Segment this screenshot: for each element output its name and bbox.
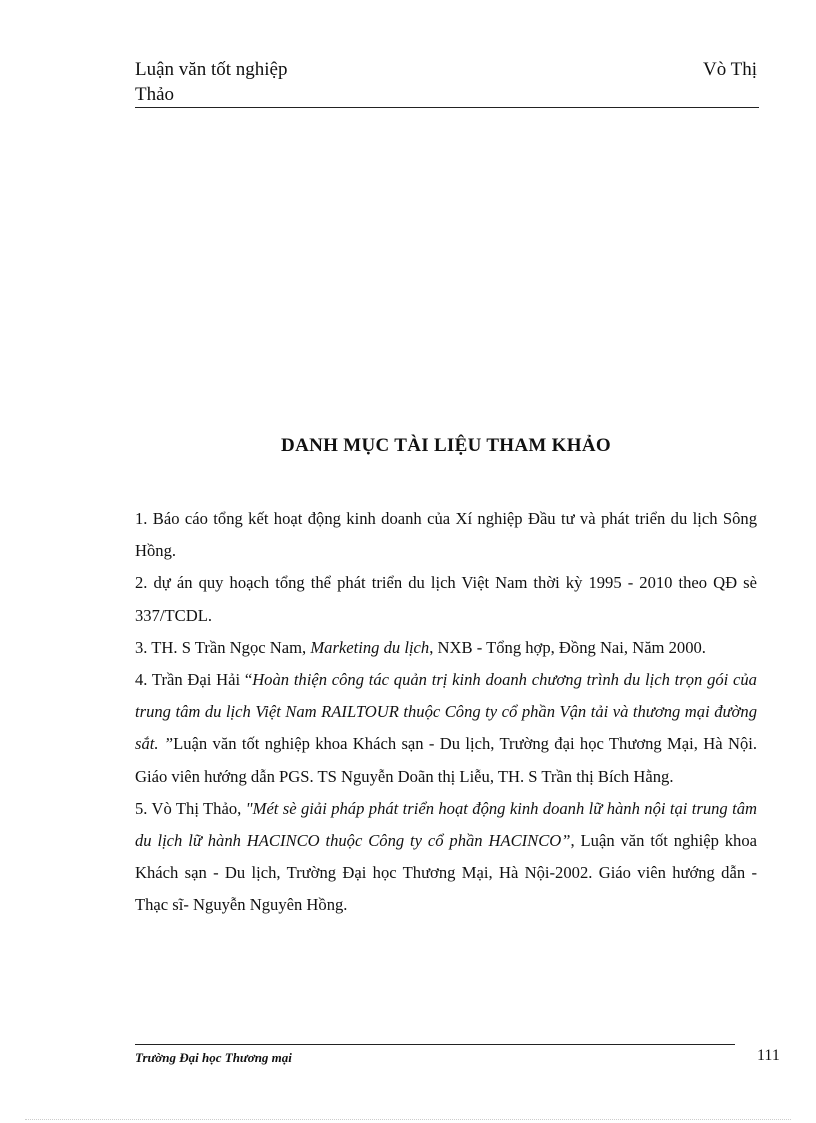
page-bottom-edge: [25, 1119, 791, 1120]
reference-3-suffix: , NXB - Tổng hợp, Đồng Nai, Năm 2000.: [429, 637, 706, 657]
header-divider: [135, 107, 759, 108]
page-title: DANH MỤC TÀI LIỆU THAM KHẢO: [281, 435, 611, 456]
reference-item-5: [135, 793, 757, 922]
reference-item-1: 1. Báo cáo tổng kết hoạt động kinh doanh của Xí nghiệp Đầu tư và phát triển du lịch Sông Hồng.: [135, 509, 757, 561]
reference-3-title: Marketing du lịch: [310, 637, 430, 657]
header-author-name: Vò Thị: [702, 59, 757, 80]
reference-4-prefix: 4. Trần Đại Hải “: [135, 670, 253, 690]
reference-list: [135, 503, 757, 922]
page-number: 111: [757, 1047, 780, 1064]
reference-5-title: "Mét sè giải pháp phát triển hoạt động kinh doanh lữ hành nội tại trung tâm du lịch lữ hành HACINCO thuộc Công ty cổ phần HACINCO”: [135, 798, 757, 851]
reference-item-4: [135, 664, 757, 793]
reference-3-prefix: 3. TH. S Trần Ngọc Nam,: [135, 637, 311, 657]
reference-item-2: 2. dự án quy hoạch tổng thể phát triển du lịch Việt Nam thời kỳ 1995 - 2010 theo QĐ sè 337/TCDL.: [135, 573, 757, 625]
reference-4-title: Hoàn thiện công tác quản trị kinh doanh chương trình du lịch trọn gói của trung tâm du lịch Việt Nam RAILTOUR thuộc Công ty cổ phần Vận tải và thương mại đường sắt. ”: [135, 670, 757, 754]
footer-divider: [135, 1044, 735, 1045]
reference-item-3: [135, 632, 757, 664]
header-author-name-continued: Thảo: [135, 84, 175, 105]
footer-school-name: Trường Đại học Thương mại: [135, 1050, 292, 1065]
reference-5-suffix: , Luận văn tốt nghiệp khoa Khách sạn - Du lịch, Trường Đại học Thương Mại, Hà Nội-2002. Giáo viên hướng dẫn - Thạc sĩ- Nguyễn Nguyên Hồng.: [135, 831, 757, 915]
reference-4-suffix: Luận văn tốt nghiệp khoa Khách sạn - Du lịch, Trường đại học Thương Mại, Hà Nội. Giáo viên hướng dẫn PGS. TS Nguyễn Doãn thị Liễu, TH. S Trần thị Bích Hằng.: [135, 734, 758, 786]
reference-5-prefix: 5. Vò Thị Thảo,: [135, 798, 246, 818]
header-thesis-label: Luận văn tốt nghiệp: [135, 59, 288, 80]
